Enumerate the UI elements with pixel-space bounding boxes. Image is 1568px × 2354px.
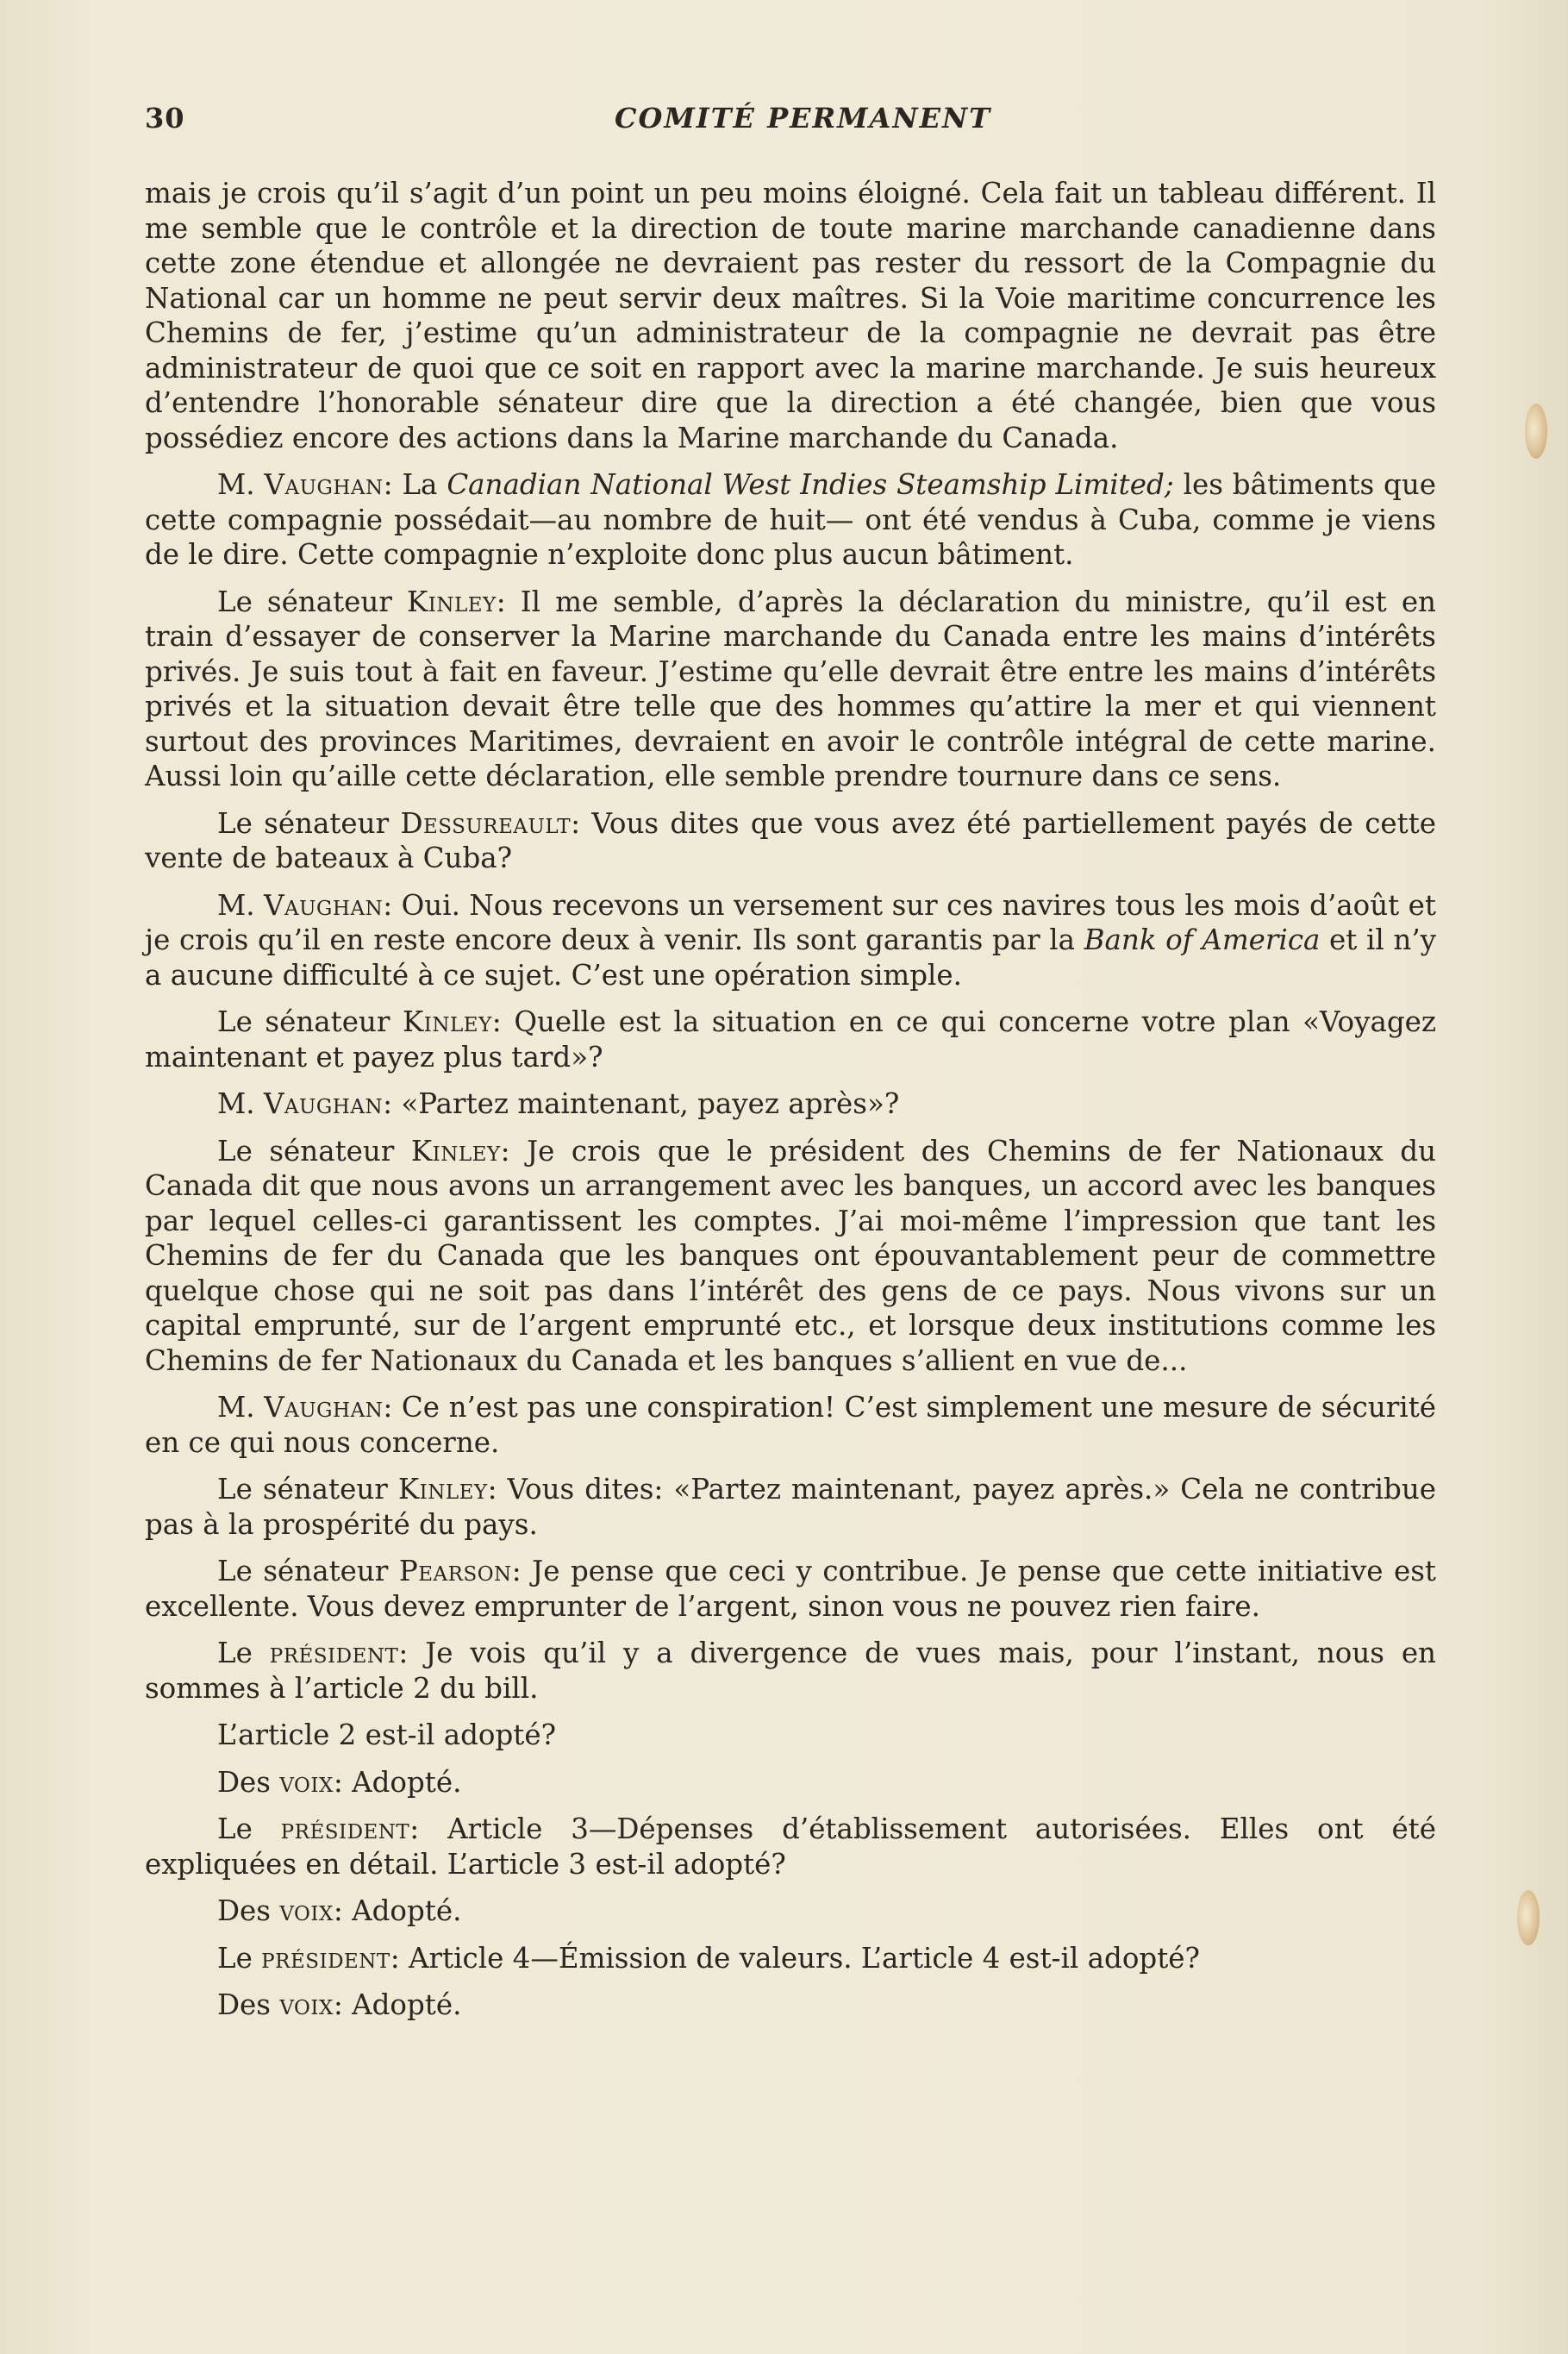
speaker-prefix: M. xyxy=(217,1087,264,1120)
speaker-name: Vaughan xyxy=(264,1391,384,1424)
speaker-name: Vaughan xyxy=(264,888,384,922)
paragraph-18 xyxy=(145,1988,1436,2023)
speaker-prefix: Des xyxy=(217,1988,280,2021)
paragraph-text: : Il me semble, d’après la déclaration du ministre, qu’il est en train d’essayer de conserver la Marine marchande du Canada entre les mains d’intérêts privés. Je suis tout à fait en faveur. J’estime qu’elle devrait être entre les mains d’intérêts privés et la situation devait être telle que des hommes qu’attire la mer et qui viennent surtout des provinces Maritimes, devraient en avoir le contrôle intégral de cette marine. Aussi loin qu’aille cette déclaration, elle semble prendre tournure dans ce sens. xyxy=(145,585,1436,792)
speaker-prefix: Le xyxy=(217,1812,281,1845)
speaker-prefix: Le sénateur xyxy=(217,1005,403,1038)
paragraph-text: : Adopté. xyxy=(333,1894,462,1927)
speaker-name: Dessureault xyxy=(400,806,572,840)
paragraph-9 xyxy=(145,1390,1436,1460)
speaker-prefix: M. xyxy=(217,468,265,501)
binder-hole-mark-top xyxy=(1525,404,1547,459)
paragraph-4 xyxy=(145,806,1436,876)
paragraph-10 xyxy=(145,1472,1436,1542)
paragraph-13: L’article 2 est-il adopté? xyxy=(217,1719,556,1751)
speaker-prefix: Le xyxy=(217,1941,262,1975)
paragraph-text: : Je crois que le président des Chemins de fer Nationaux du Canada dit que nous avons un arrangement avec les banques, un accord avec les banques par lequel celles-ci garantissent les comptes. J’ai moi-même l’impression que tant les Chemins de fer du Canada que les banques ont épouvantablement peur de commettre quelque chose qui ne soit pas dans l’intérêt des gens de ce pays. Nous vivons sur un capital emprunté, sur de l’argent emprunté etc., et lorsque deux institutions comme les Chemins de fer Nationaux du Canada et les banques s’allient en vue de... xyxy=(145,1134,1436,1377)
speaker-name: président xyxy=(280,1812,410,1845)
paragraph-text: : Vous dites que vous avez été partiellement payés de cette vente de bateaux à Cuba? xyxy=(145,806,1436,874)
speaker-prefix: Le sénateur xyxy=(217,585,407,618)
speaker-prefix: Le xyxy=(217,1637,270,1669)
binder-hole-mark-bottom xyxy=(1517,1890,1540,1945)
speaker-name: Kinley xyxy=(406,585,497,618)
speaker-prefix: Le sénateur xyxy=(217,1134,411,1168)
paragraph-text: : Adopté. xyxy=(333,1765,462,1799)
speaker-name: voix xyxy=(279,1765,334,1799)
paragraph-text: : Article 4—Émission de valeurs. L’article 4 est-il adopté? xyxy=(390,1941,1200,1975)
italic-text: Bank of America xyxy=(1084,923,1321,956)
paragraph-text: : Vous dites: «Partez maintenant, payez après.» Cela ne contribue pas à la prospérité du pays. xyxy=(145,1473,1436,1541)
speaker-prefix: M. xyxy=(217,888,265,922)
paragraph-text: : Adopté. xyxy=(333,1988,462,2021)
speaker-prefix: M. xyxy=(217,1391,265,1424)
paragraph-text: : Article 3—Dépenses d’établissement autorisées. Elles ont été expliquées en détail. L’article 3 est-il adopté? xyxy=(145,1812,1436,1881)
paragraph-6 xyxy=(145,1005,1436,1074)
speaker-name: président xyxy=(261,1941,390,1975)
paragraph-16 xyxy=(145,1894,1436,1929)
paragraph-text: : Je pense que ceci y contribue. Je pense que cette initiative est excellente. Vous devez emprunter de l’argent, sinon vous ne pouvez rien faire. xyxy=(145,1555,1436,1623)
paragraph-2 xyxy=(145,467,1436,573)
speaker-name: Pearson xyxy=(398,1555,512,1587)
running-title: COMITÉ PERMANENT xyxy=(615,102,992,135)
italic-text: Canadian National West Indies Steamship Limited; xyxy=(447,468,1174,501)
page-number: 30 xyxy=(145,102,185,135)
paragraph-text: : Ce n’est pas une conspiration! C’est simplement une mesure de sécurité en ce qui nous concerne. xyxy=(145,1391,1436,1459)
speaker-name: Vaughan xyxy=(264,468,384,501)
speaker-name: président xyxy=(269,1637,399,1669)
paragraph-5 xyxy=(145,888,1436,993)
speaker-prefix: Le sénateur xyxy=(217,1555,399,1587)
paragraph-text: : «Partez maintenant, payez après»? xyxy=(383,1087,900,1120)
paragraph-text: et il n’y a aucune difficulté à ce sujet. C’est une opération simple. xyxy=(145,923,1437,992)
paragraph-12 xyxy=(145,1636,1436,1706)
speaker-name: voix xyxy=(279,1894,334,1927)
paragraph-8 xyxy=(145,1134,1436,1379)
speaker-prefix: Des xyxy=(217,1765,280,1799)
speaker-name: voix xyxy=(279,1988,334,2021)
paragraph-14 xyxy=(145,1765,1436,1800)
paragraph-text: : La xyxy=(383,468,447,501)
speaker-prefix: Des xyxy=(217,1894,280,1927)
speaker-prefix: Le sénateur xyxy=(217,806,401,840)
paragraph-3 xyxy=(145,585,1436,794)
speaker-prefix: Le sénateur xyxy=(217,1473,398,1506)
paragraph-text: : Quelle est la situation en ce qui concerne votre plan «Voyagez maintenant et payez plus tard»? xyxy=(145,1005,1436,1074)
paragraph-15 xyxy=(145,1812,1436,1881)
paragraph-1: mais je crois qu’il s’agit d’un point un peu moins éloigné. Cela fait un tableau différent. Il me semble que le contrôle et la direction de toute marine marchande canadienne dans cette zone étendue et allongée ne devraient pas rester du ressort de la Compagnie du National car un homme ne peut servir deux maîtres. Si la Voie maritime concurrence les Chemins de fer, j’estime qu’un administrateur de la compagnie ne devrait pas être administrateur de quoi que ce soit en rapport avec la marine marchande. Je suis heureux d’entendre l’honorable sénateur dire que la direction a été changée, bien que vous possédiez encore des actions dans la Marine marchande du Canada. xyxy=(145,177,1436,454)
paragraph-text: : Je vois qu’il y a divergence de vues mais, pour l’instant, nous en sommes à l’article 2 du bill. xyxy=(145,1637,1436,1705)
paragraph-text: les bâtiments que cette compagnie possédait—au nombre de huit— ont été vendus à Cuba, comme je viens de le dire. Cette compagnie n’exploite donc plus aucun bâtiment. xyxy=(145,468,1436,571)
page-header xyxy=(145,102,1438,145)
speaker-name: Kinley xyxy=(403,1005,492,1038)
paragraph-17 xyxy=(145,1941,1436,1976)
speaker-name: Kinley xyxy=(397,1473,488,1506)
speaker-name: Kinley xyxy=(410,1134,501,1168)
body-text xyxy=(145,176,1436,2035)
paragraph-11 xyxy=(145,1554,1436,1624)
paragraph-text: : Oui. Nous recevons un versement sur ces navires tous les mois d’août et je crois qu’il en reste encore deux à venir. Ils sont garantis par la xyxy=(145,888,1436,956)
paragraph-7 xyxy=(145,1086,1436,1122)
speaker-name: Vaughan xyxy=(263,1087,384,1120)
